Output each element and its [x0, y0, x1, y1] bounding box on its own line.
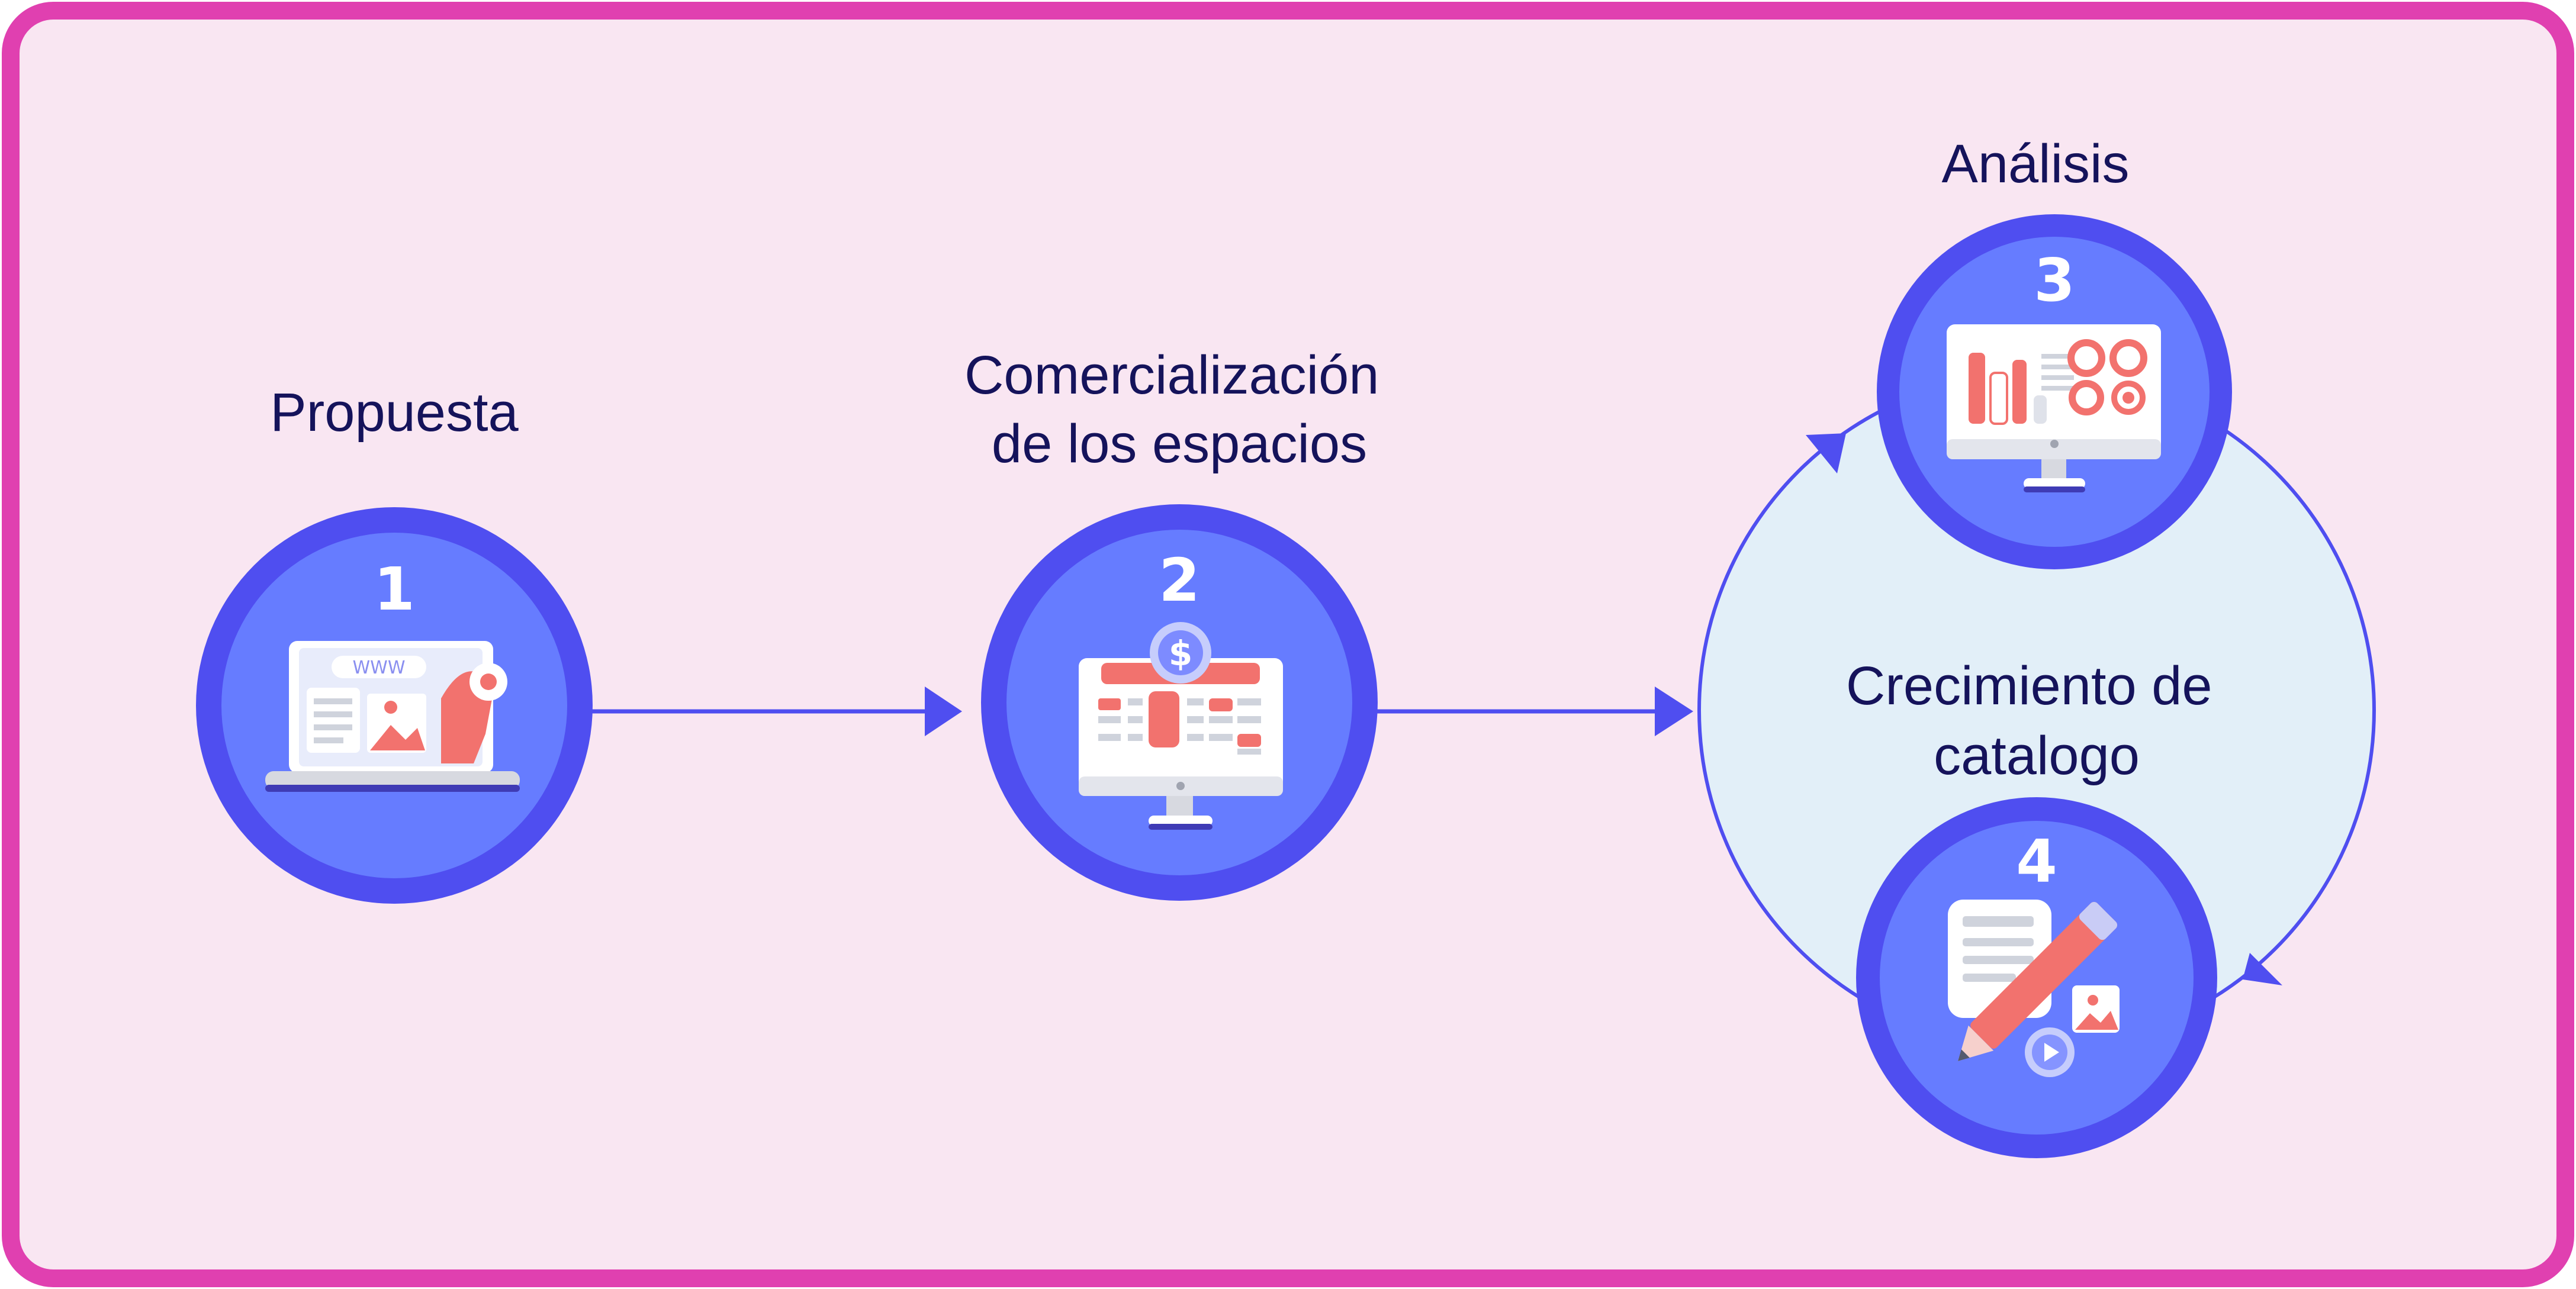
step-2-node [981, 504, 1378, 901]
laptop-website-icon [265, 641, 520, 792]
step-3-number: 3 [2034, 246, 2075, 315]
step-4-title-line-2: catalogo [1934, 726, 2140, 786]
step-2-title-line-2: de los espacios [991, 414, 1368, 474]
step-1-title-line-1: Propuesta [270, 382, 519, 443]
dollar-sign: $ [1168, 633, 1193, 673]
step-4-number: 4 [2016, 827, 2057, 896]
step-3-title [1941, 134, 2129, 194]
step-1-number: 1 [374, 555, 415, 624]
step-1-node [196, 507, 593, 904]
www-label: WWW [352, 658, 406, 678]
step-1-title [270, 382, 519, 443]
step-2-title-line-1: Comercialización [964, 345, 1379, 405]
step-4-title-line-1: Crecimiento de [1845, 656, 2212, 716]
step-3-node [1877, 214, 2232, 569]
step-4-node [1856, 797, 2217, 1158]
step-2-number: 2 [1159, 546, 1200, 615]
step-3-title-line-1: Análisis [1941, 134, 2130, 194]
